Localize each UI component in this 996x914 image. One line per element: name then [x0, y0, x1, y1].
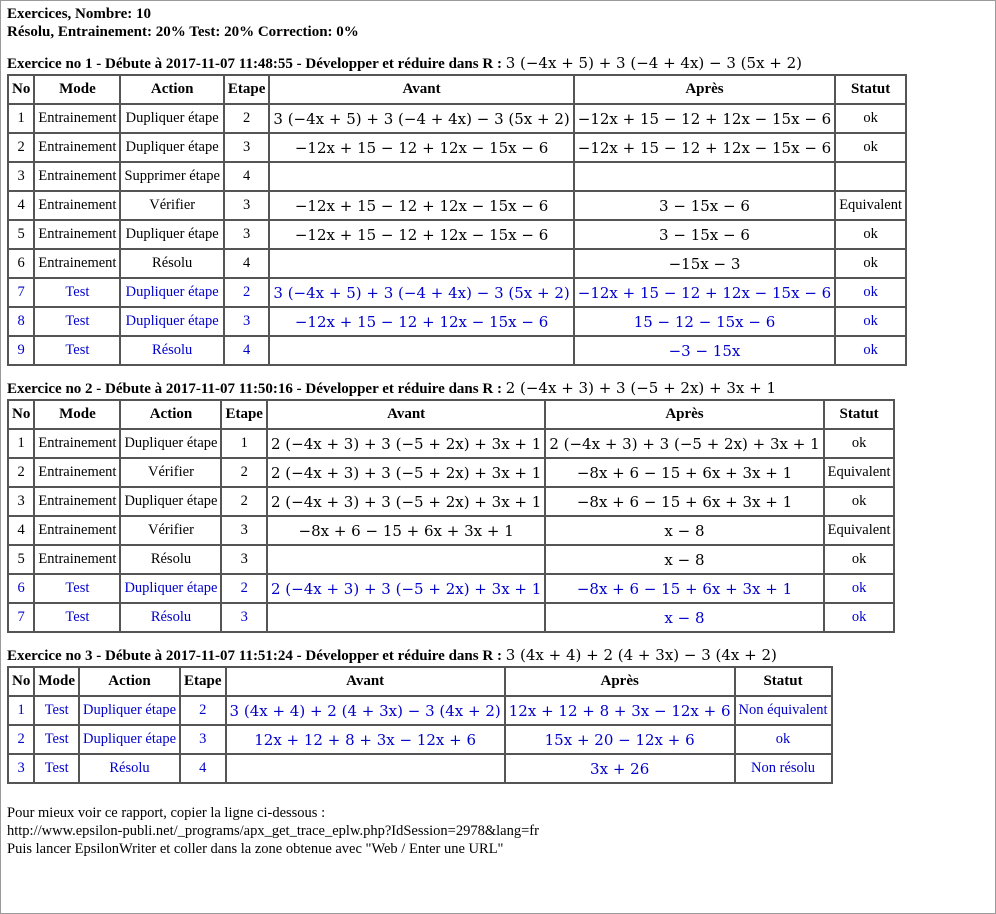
- table-row: [8, 754, 832, 783]
- cell-avant: [267, 545, 545, 574]
- cell-apres: x − 8: [545, 603, 823, 632]
- column-header-apres: Après: [545, 400, 823, 429]
- cell-no: 8: [8, 307, 34, 336]
- cell-action: Dupliquer étape: [120, 220, 223, 249]
- cell-avant: 3 (−4x + 5) + 3 (−4 + 4x) − 3 (5x + 2): [269, 104, 573, 133]
- cell-etape: 4: [224, 162, 270, 191]
- cell-no: 7: [8, 603, 34, 632]
- cell-avant: [269, 249, 573, 278]
- exercise-table: [7, 666, 833, 784]
- cell-mode: Entrainement: [34, 487, 120, 516]
- table-row: [8, 429, 894, 458]
- cell-action: Dupliquer étape: [120, 487, 221, 516]
- column-header-action: Action: [79, 667, 180, 696]
- cell-action: Résolu: [120, 249, 223, 278]
- cell-no: 1: [8, 104, 34, 133]
- cell-statut: ok: [824, 574, 895, 603]
- cell-apres: −15x − 3: [574, 249, 835, 278]
- column-header-statut: Statut: [824, 400, 895, 429]
- table-row: [8, 307, 906, 336]
- cell-apres: 3 − 15x − 6: [574, 220, 835, 249]
- cell-avant: −12x + 15 − 12 + 12x − 15x − 6: [269, 307, 573, 336]
- cell-etape: 3: [221, 603, 267, 632]
- cell-statut: ok: [835, 133, 906, 162]
- cell-statut: ok: [824, 429, 895, 458]
- table-row: [8, 162, 906, 191]
- cell-mode: Entrainement: [34, 220, 120, 249]
- cell-no: 4: [8, 191, 34, 220]
- cell-action: Résolu: [120, 603, 221, 632]
- column-header-etape: Etape: [221, 400, 267, 429]
- cell-no: 2: [8, 458, 34, 487]
- column-header-mode: Mode: [34, 75, 120, 104]
- column-header-no: No: [8, 667, 34, 696]
- cell-etape: 3: [221, 516, 267, 545]
- column-header-avant: Avant: [269, 75, 573, 104]
- cell-etape: 2: [221, 458, 267, 487]
- cell-no: 9: [8, 336, 34, 365]
- cell-etape: 3: [180, 725, 226, 754]
- cell-statut: ok: [835, 220, 906, 249]
- table-row: [8, 574, 894, 603]
- table-row: [8, 725, 832, 754]
- cell-avant: [269, 336, 573, 365]
- cell-etape: 3: [221, 545, 267, 574]
- exercise-list: [7, 53, 995, 784]
- cell-statut: ok: [824, 487, 895, 516]
- cell-mode: Test: [34, 336, 120, 365]
- cell-no: 6: [8, 574, 34, 603]
- exercise-title: [7, 378, 995, 398]
- table-header-row: [8, 75, 906, 104]
- cell-etape: 2: [221, 487, 267, 516]
- cell-no: 3: [8, 754, 34, 783]
- cell-action: Résolu: [120, 545, 221, 574]
- cell-avant: [226, 754, 505, 783]
- cell-no: 7: [8, 278, 34, 307]
- cell-statut: Equivalent: [824, 516, 895, 545]
- column-header-apres: Après: [505, 667, 735, 696]
- cell-statut: Non équivalent: [735, 696, 832, 725]
- footer-url[interactable]: http://www.epsilon-publi.net/_programs/apx_get_trace_eplw.php?IdSession=2978&lang=fr: [7, 823, 539, 839]
- table-row: [8, 220, 906, 249]
- exercise-table: [7, 399, 895, 633]
- cell-apres: −12x + 15 − 12 + 12x − 15x − 6: [574, 278, 835, 307]
- footer-instruction: Pour mieux voir ce rapport, copier la ligne ci-dessous :: [7, 805, 326, 821]
- cell-mode: Test: [34, 574, 120, 603]
- cell-mode: Entrainement: [34, 133, 120, 162]
- cell-statut: ok: [835, 104, 906, 133]
- cell-mode: Entrainement: [34, 249, 120, 278]
- cell-avant: −12x + 15 − 12 + 12x − 15x − 6: [269, 133, 573, 162]
- cell-statut: Equivalent: [824, 458, 895, 487]
- column-header-statut: Statut: [735, 667, 832, 696]
- table-row: [8, 133, 906, 162]
- footer-hint: Puis lancer EpsilonWriter et coller dans la zone obtenue avec "Web / Enter une URL": [7, 841, 504, 857]
- cell-no: 3: [8, 487, 34, 516]
- cell-etape: 2: [224, 104, 270, 133]
- cell-mode: Entrainement: [34, 458, 120, 487]
- exercise-table: [7, 74, 907, 366]
- cell-action: Vérifier: [120, 458, 221, 487]
- cell-statut: Non résolu: [735, 754, 832, 783]
- cell-apres: −12x + 15 − 12 + 12x − 15x − 6: [574, 104, 835, 133]
- cell-etape: 2: [221, 574, 267, 603]
- cell-mode: Entrainement: [34, 104, 120, 133]
- summary-count: Exercices, Nombre: 10: [7, 6, 151, 22]
- cell-mode: Test: [34, 307, 120, 336]
- cell-mode: Entrainement: [34, 191, 120, 220]
- table-row: [8, 249, 906, 278]
- cell-avant: −12x + 15 − 12 + 12x − 15x − 6: [269, 191, 573, 220]
- cell-avant: [269, 162, 573, 191]
- cell-action: Dupliquer étape: [120, 278, 223, 307]
- cell-avant: 12x + 12 + 8 + 3x − 12x + 6: [226, 725, 505, 754]
- cell-apres: 15x + 20 − 12x + 6: [505, 725, 735, 754]
- exercise-title-text: Exercice no 1 - Débute à 2017-11-07 11:48:55 - Développer et réduire dans R :: [7, 56, 506, 72]
- table-row: [8, 603, 894, 632]
- cell-statut: ok: [835, 278, 906, 307]
- cell-action: Vérifier: [120, 516, 221, 545]
- cell-avant: −8x + 6 − 15 + 6x + 3x + 1: [267, 516, 545, 545]
- column-header-mode: Mode: [34, 667, 79, 696]
- cell-action: Dupliquer étape: [120, 133, 223, 162]
- cell-no: 1: [8, 696, 34, 725]
- cell-statut: ok: [835, 249, 906, 278]
- column-header-avant: Avant: [267, 400, 545, 429]
- cell-action: Résolu: [120, 336, 223, 365]
- cell-action: Dupliquer étape: [79, 696, 180, 725]
- cell-avant: 2 (−4x + 3) + 3 (−5 + 2x) + 3x + 1: [267, 429, 545, 458]
- cell-action: Dupliquer étape: [120, 104, 223, 133]
- cell-no: 2: [8, 133, 34, 162]
- cell-etape: 4: [224, 336, 270, 365]
- cell-etape: 4: [224, 249, 270, 278]
- cell-mode: Test: [34, 278, 120, 307]
- table-row: [8, 516, 894, 545]
- cell-etape: 3: [224, 191, 270, 220]
- cell-action: Dupliquer étape: [120, 574, 221, 603]
- cell-action: Dupliquer étape: [120, 429, 221, 458]
- cell-statut: Equivalent: [835, 191, 906, 220]
- table-row: [8, 458, 894, 487]
- table-row: [8, 191, 906, 220]
- cell-etape: 4: [180, 754, 226, 783]
- cell-mode: Test: [34, 725, 79, 754]
- cell-no: 6: [8, 249, 34, 278]
- cell-apres: −8x + 6 − 15 + 6x + 3x + 1: [545, 574, 823, 603]
- cell-mode: Entrainement: [34, 545, 120, 574]
- cell-apres: −12x + 15 − 12 + 12x − 15x − 6: [574, 133, 835, 162]
- cell-avant: 2 (−4x + 3) + 3 (−5 + 2x) + 3x + 1: [267, 487, 545, 516]
- column-header-no: No: [8, 75, 34, 104]
- cell-statut: [835, 162, 906, 191]
- table-header-row: [8, 667, 832, 696]
- cell-statut: ok: [824, 603, 895, 632]
- table-row: [8, 336, 906, 365]
- table-row: [8, 487, 894, 516]
- cell-apres: −8x + 6 − 15 + 6x + 3x + 1: [545, 487, 823, 516]
- cell-mode: Entrainement: [34, 162, 120, 191]
- exercise-title-text: Exercice no 2 - Débute à 2017-11-07 11:50:16 - Développer et réduire dans R :: [7, 381, 506, 397]
- cell-apres: 3x + 26: [505, 754, 735, 783]
- column-header-etape: Etape: [180, 667, 226, 696]
- report-footer: [7, 804, 995, 858]
- summary-rates: Résolu, Entrainement: 20% Test: 20% Correction: 0%: [7, 24, 359, 40]
- cell-action: Dupliquer étape: [120, 307, 223, 336]
- table-row: [8, 278, 906, 307]
- summary-header: [7, 5, 995, 41]
- cell-etape: 3: [224, 307, 270, 336]
- cell-action: Dupliquer étape: [79, 725, 180, 754]
- cell-mode: Entrainement: [34, 516, 120, 545]
- cell-apres: x − 8: [545, 516, 823, 545]
- cell-apres: 12x + 12 + 8 + 3x − 12x + 6: [505, 696, 735, 725]
- cell-etape: 2: [224, 278, 270, 307]
- cell-statut: ok: [824, 545, 895, 574]
- cell-avant: [267, 603, 545, 632]
- cell-apres: x − 8: [545, 545, 823, 574]
- cell-mode: Test: [34, 603, 120, 632]
- column-header-etape: Etape: [224, 75, 270, 104]
- cell-apres: [574, 162, 835, 191]
- cell-mode: Test: [34, 754, 79, 783]
- column-header-statut: Statut: [835, 75, 906, 104]
- exercise-expression: 3 (4x + 4) + 2 (4 + 3x) − 3 (4x + 2): [505, 646, 777, 664]
- column-header-avant: Avant: [226, 667, 505, 696]
- cell-statut: ok: [835, 307, 906, 336]
- column-header-apres: Après: [574, 75, 835, 104]
- cell-apres: 2 (−4x + 3) + 3 (−5 + 2x) + 3x + 1: [545, 429, 823, 458]
- cell-etape: 3: [224, 133, 270, 162]
- cell-statut: ok: [735, 725, 832, 754]
- exercise-title: [7, 53, 995, 73]
- table-row: [8, 545, 894, 574]
- cell-no: 3: [8, 162, 34, 191]
- cell-avant: 3 (4x + 4) + 2 (4 + 3x) − 3 (4x + 2): [226, 696, 505, 725]
- cell-avant: 2 (−4x + 3) + 3 (−5 + 2x) + 3x + 1: [267, 574, 545, 603]
- cell-no: 4: [8, 516, 34, 545]
- exercise-title-text: Exercice no 3 - Débute à 2017-11-07 11:51:24 - Développer et réduire dans R :: [7, 648, 506, 664]
- cell-etape: 1: [221, 429, 267, 458]
- cell-mode: Test: [34, 696, 79, 725]
- cell-apres: 15 − 12 − 15x − 6: [574, 307, 835, 336]
- column-header-action: Action: [120, 400, 221, 429]
- cell-no: 2: [8, 725, 34, 754]
- cell-no: 1: [8, 429, 34, 458]
- column-header-action: Action: [120, 75, 223, 104]
- column-header-no: No: [8, 400, 34, 429]
- cell-avant: 3 (−4x + 5) + 3 (−4 + 4x) − 3 (5x + 2): [269, 278, 573, 307]
- cell-etape: 3: [224, 220, 270, 249]
- cell-statut: ok: [835, 336, 906, 365]
- cell-avant: −12x + 15 − 12 + 12x − 15x − 6: [269, 220, 573, 249]
- column-header-mode: Mode: [34, 400, 120, 429]
- exercise-title: [7, 645, 995, 665]
- cell-apres: 3 − 15x − 6: [574, 191, 835, 220]
- cell-action: Supprimer étape: [120, 162, 223, 191]
- table-row: [8, 696, 832, 725]
- cell-action: Vérifier: [120, 191, 223, 220]
- exercise-expression: 3 (−4x + 5) + 3 (−4 + 4x) − 3 (5x + 2): [505, 54, 803, 72]
- report: [1, 1, 995, 858]
- table-row: [8, 104, 906, 133]
- cell-no: 5: [8, 220, 34, 249]
- cell-apres: −8x + 6 − 15 + 6x + 3x + 1: [545, 458, 823, 487]
- exercise-expression: 2 (−4x + 3) + 3 (−5 + 2x) + 3x + 1: [505, 379, 777, 397]
- table-header-row: [8, 400, 894, 429]
- cell-no: 5: [8, 545, 34, 574]
- cell-etape: 2: [180, 696, 226, 725]
- cell-action: Résolu: [79, 754, 180, 783]
- cell-apres: −3 − 15x: [574, 336, 835, 365]
- cell-mode: Entrainement: [34, 429, 120, 458]
- cell-avant: 2 (−4x + 3) + 3 (−5 + 2x) + 3x + 1: [267, 458, 545, 487]
